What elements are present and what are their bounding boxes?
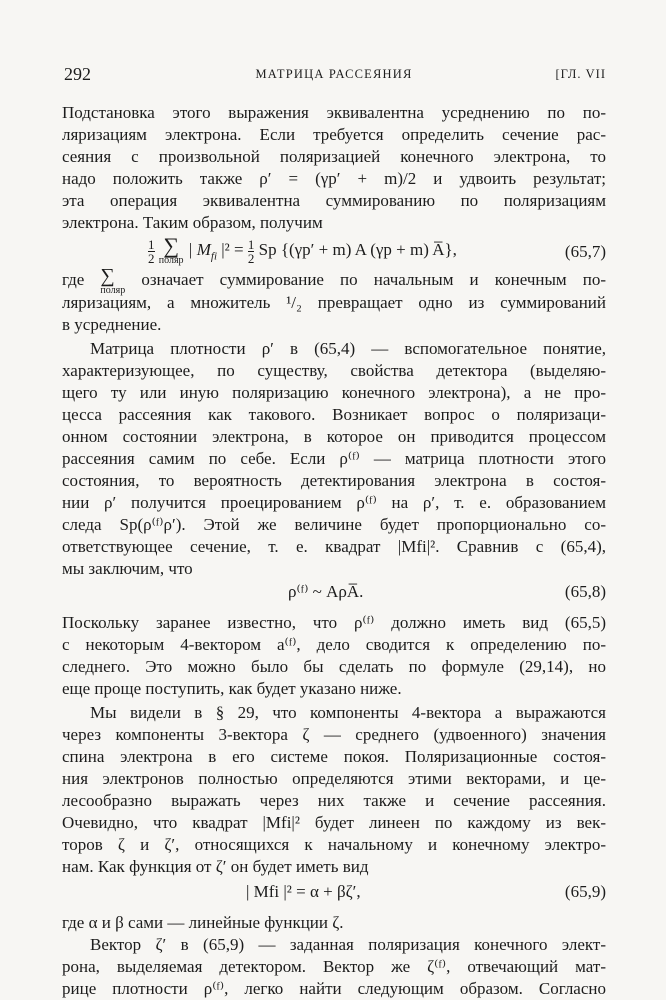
text-line: рице плотности ρ⁽ᶠ⁾, легко найти следующим образом. Согласно xyxy=(62,979,606,998)
text-line: нам. Как функция от ζ′ он будет иметь вид xyxy=(62,857,369,876)
text-line: следа Sp(ρ⁽ᶠ⁾ρ′). Этой же величине будет пропорционально со- xyxy=(62,515,606,534)
text-line: ответствующее сечение, т. е. квадрат |Mfi|². Сравнив с (65,4), xyxy=(62,537,606,556)
sum-symbol: ∑ поляр xyxy=(100,265,126,296)
text-line: нии ρ′ получится проецированием ρ⁽ᶠ⁾ на ρ′, т. е. образованием xyxy=(62,493,606,512)
text-line: рассеяния самим по себе. Если ρ⁽ᶠ⁾ — матрица плотности этого xyxy=(62,449,606,468)
text-line: ляризациям электрона. Если требуется определить сечение рас- xyxy=(62,125,606,144)
text-line: лесообразно выражать через них также и сечение рассеяния. xyxy=(62,791,606,810)
text-line: Мы видели в § 29, что компоненты 4-вектора a выражаются xyxy=(90,703,606,722)
equation-number: (65,9) xyxy=(564,882,606,901)
text-line: щего ту или иную поляризацию конечного электрона), а не про- xyxy=(62,383,606,402)
text-line: Вектор ζ′ в (65,9) — заданная поляризация конечного элект- xyxy=(90,935,606,954)
page-number: 292 xyxy=(64,64,91,84)
running-title: МАТРИЦА РАССЕЯНИЯ xyxy=(255,67,413,81)
chapter-label: [ГЛ. VII xyxy=(555,67,606,81)
text-line: мы заключим, что xyxy=(62,559,193,578)
text-line: Очевидно, что квадрат |Mfi|² будет линеен по каждому из век- xyxy=(62,813,606,832)
text-line: ния электронов полностью определяются этими векторами, и це- xyxy=(62,769,606,788)
text-line: еще проще поступить, как будет указано ниже. xyxy=(62,679,402,698)
text-line: эта операция эквивалентна суммированию по поляризациям xyxy=(62,191,606,210)
text-line: с некоторым 4-вектором a⁽ᶠ⁾, дело сводится к определению по- xyxy=(62,635,606,654)
text-line: в усреднение. xyxy=(62,315,162,334)
text-line: Поскольку заранее известно, что ρ⁽ᶠ⁾ должно иметь вид (65,5) xyxy=(62,613,606,632)
text-line: где ∑ поляр означает суммирование по начальным и конечным по- xyxy=(62,265,607,296)
text-line: характеризующее, по существу, свойства детектора (выделяю- xyxy=(62,361,606,380)
text-line: надо положить также ρ′ = (γp′ + m)/2 и удвоить результат; xyxy=(62,169,606,188)
text-line: следнего. Это можно было бы сделать по формуле (29,14), но xyxy=(62,657,606,676)
equation-number: (65,8) xyxy=(564,582,606,601)
running-header xyxy=(62,64,606,86)
text-line: ляризациям, а множитель ¹/₂ превращает одно из суммирований xyxy=(62,293,606,312)
text-line: электрона. Таким образом, получим xyxy=(62,213,323,232)
text-line: сеяния с произвольной поляризацией конечного электрона, то xyxy=(62,147,606,166)
text-line: состояния, то вероятность детектирования электрона в состоя- xyxy=(62,471,606,490)
text-line: где α и β сами — линейные функции ζ. xyxy=(62,913,344,932)
text-line: спина электрона в его системе покоя. Поляризационные состоя- xyxy=(62,747,606,766)
fraction-half: $\frac{1}{2}$ xyxy=(148,236,155,266)
text-line: онном состоянии электрона, в которое он приводится процессом xyxy=(62,427,606,446)
equation-65-8: ρ⁽ᶠ⁾ ~ AρA̅. xyxy=(288,582,364,601)
text-line: через компоненты 3-вектора ζ — среднего (удвоенного) значения xyxy=(62,725,606,744)
text-line: Матрица плотности ρ′ в (65,4) — вспомогательное понятие, xyxy=(90,339,606,358)
text-line: рона, выделяемая детектором. Вектор же ζ⁽ᶠ⁾, отвечающий мат- xyxy=(62,957,606,976)
equation-65-7: $\frac{1}{2}$ ∑ поляр | $M_{fi}$ $|^2 = \frac{1}{2}$ Sp {(γp′ + m) A (γp + m) A̅}, xyxy=(148,233,457,266)
text-line: торов ζ и ζ′, относящихся к начальному и конечному электро- xyxy=(62,835,606,854)
equation-number: (65,7) xyxy=(564,242,606,261)
equation-65-9: | Mfi |² = α + βζ′, xyxy=(246,882,361,901)
text-line: цесса рассеяния как такового. Возникает вопрос о поляризаци- xyxy=(62,405,606,424)
text-line: Подстановка этого выражения эквивалентна усреднению по по- xyxy=(62,103,606,122)
sum-symbol: ∑ поляр xyxy=(158,233,184,266)
